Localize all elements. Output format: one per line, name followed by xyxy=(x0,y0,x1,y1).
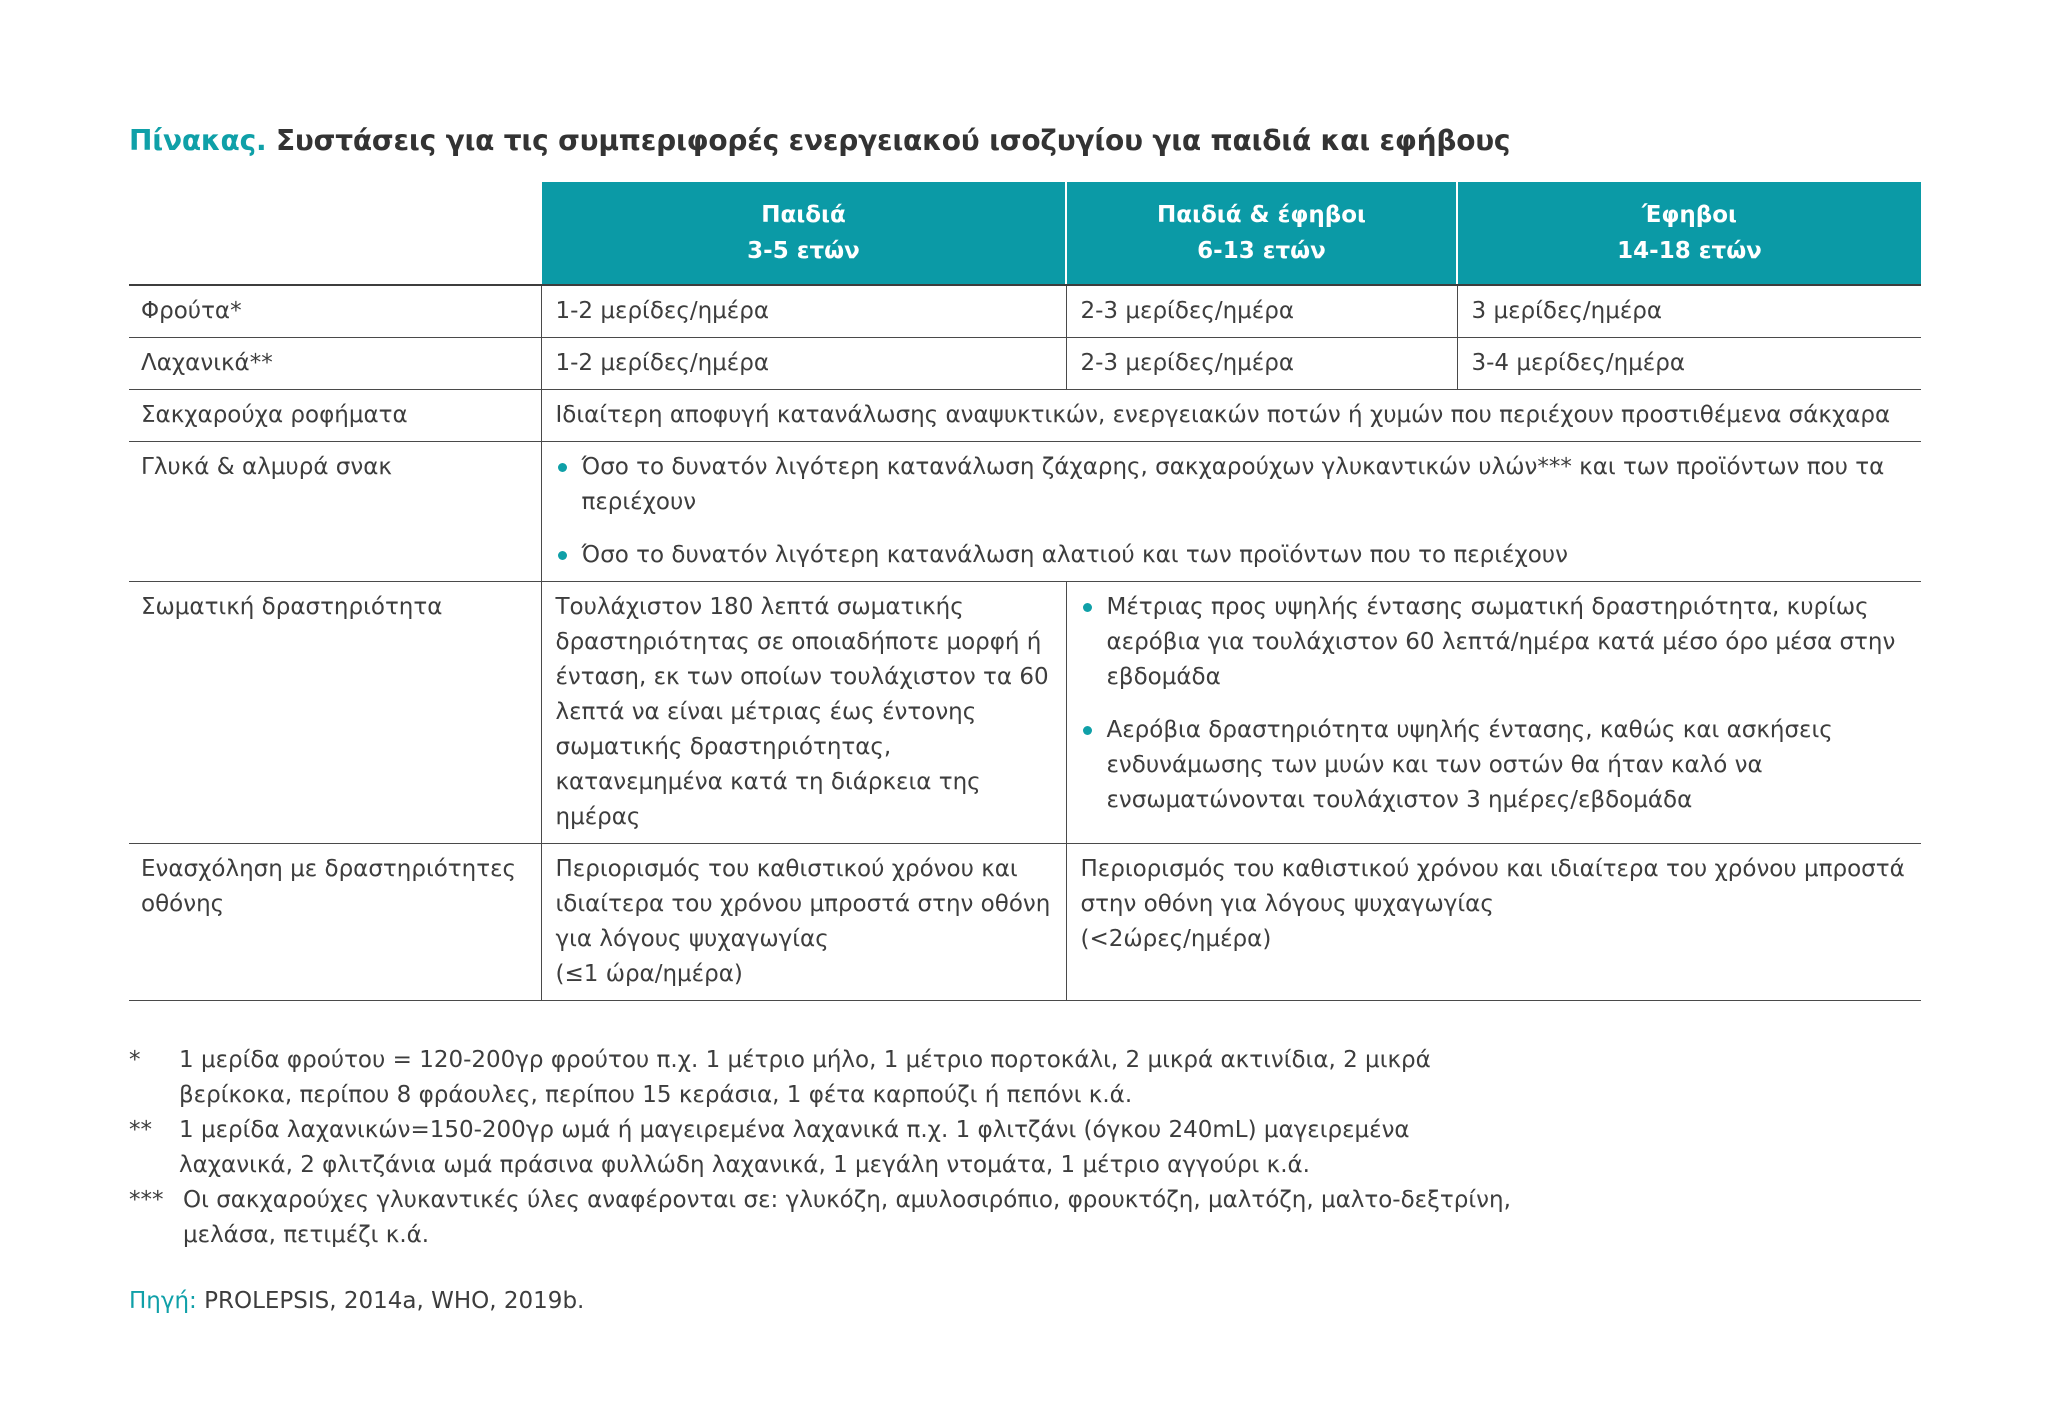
cell-value: 2-3 μερίδες/ημέρα xyxy=(1066,285,1457,338)
list-item xyxy=(556,538,1908,573)
cell-bullet-list xyxy=(1066,582,1921,844)
footnote-mark: * xyxy=(129,1047,141,1073)
cell-text: Περιορισμός του καθιστικού χρόνου και ιδιαίτερα του χρόνου μπροστά στην οθόνη για λόγους ψυχαγωγίας xyxy=(555,856,1051,952)
header-age-range: 3-5 ετών xyxy=(747,238,860,264)
cell-value: 2-3 μερίδες/ημέρα xyxy=(1066,338,1457,390)
header-label: Παιδιά & έφηβοι xyxy=(1156,202,1367,228)
recommendations-table xyxy=(129,182,1921,1001)
header-age-range: 14-18 ετών xyxy=(1617,238,1762,264)
list-item-text: Όσο το δυνατόν λιγότερη κατανάλωση αλατιού και των προϊόντων που το περιέχουν xyxy=(581,542,1568,568)
row-label: Σωματική δραστηριότητα xyxy=(129,582,541,844)
row-label: Ενασχόληση με δραστηριότητες οθόνης xyxy=(129,844,541,1001)
footnote xyxy=(129,1113,1529,1183)
bullet-icon xyxy=(558,463,567,472)
source-prefix: Πηγή: xyxy=(129,1288,197,1314)
list-item xyxy=(556,450,1908,520)
title-prefix: Πίνακας. xyxy=(129,124,267,157)
table-row-fruits xyxy=(129,285,1921,338)
footnote-text: 1 μερίδα λαχανικών=150-200γρ ωμά ή μαγειρεμένα λαχανικά π.χ. 1 φλιτζάνι (όγκου 240mL) μαγειρεμένα λαχανικά, 2 φλιτζάνια ωμά πράσινα φυλλώδη λαχανικά, 1 μεγάλη ντομάτα, 1 μέτριο αγγούρι κ.ά. xyxy=(179,1117,1410,1178)
bullet-icon xyxy=(1083,603,1092,612)
table-row-vegetables xyxy=(129,338,1921,390)
list-item-text: Μέτριας προς υψηλής έντασης σωματική δραστηριότητα, κυρίως αερόβια για τουλάχιστον 60 λεπτά/ημέρα κατά μέσο όρο μέσα στην εβδομάδα xyxy=(1106,594,1896,690)
table-row-physical-activity xyxy=(129,582,1921,844)
footnote-text: Οι σακχαρούχες γλυκαντικές ύλες αναφέρονται σε: γλυκόζη, αμυλοσιρόπιο, φρουκτόζη, μαλτόζη, μαλτο-δεξτρίνη, μελάσα, πετιμέζι κ.ά. xyxy=(183,1187,1511,1248)
cell-value xyxy=(541,844,1066,1001)
cell-bullet-list xyxy=(541,442,1921,582)
row-label: Λαχανικά** xyxy=(129,338,541,390)
header-row xyxy=(129,182,1921,285)
cell-text-limit: (<2ώρες/ημέρα) xyxy=(1080,926,1272,952)
title-text: Συστάσεις για τις συμπεριφορές ενεργειακού ισοζυγίου για παιδιά και εφήβους xyxy=(275,124,1511,157)
bullet-icon xyxy=(1083,726,1092,735)
list-item xyxy=(1081,713,1908,818)
row-label: Σακχαρούχα ροφήματα xyxy=(129,390,541,442)
cell-value: Τουλάχιστον 180 λεπτά σωματικής δραστηριότητας σε οποιαδήποτε μορφή ή ένταση, εκ των οποίων τουλάχιστον τα 60 λεπτά να είναι μέτριας έως έντονης σωματικής δραστηριότητας, κατανεμημένα κατά τη διάρκεια της ημέρας xyxy=(541,582,1066,844)
footnote-text: 1 μερίδα φρούτου = 120-200γρ φρούτου π.χ. 1 μέτριο μήλο, 1 μέτριο πορτοκάλι, 2 μικρά ακτινίδια, 2 μικρά βερίκοκα, περίπου 8 φράουλες, περίπου 15 κεράσια, 1 φέτα καρπούζι ή πεπόνι κ.ά. xyxy=(179,1047,1431,1108)
list-item-text: Όσο το δυνατόν λιγότερη κατανάλωση ζάχαρης, σακχαρούχων γλυκαντικών υλών*** και των προϊόντων που τα περιέχουν xyxy=(581,454,1885,515)
header-teens-14-18 xyxy=(1457,182,1921,285)
table-row-sweets xyxy=(129,442,1921,582)
header-empty-cell xyxy=(129,182,541,285)
table-row-screen-time xyxy=(129,844,1921,1001)
cell-value: 1-2 μερίδες/ημέρα xyxy=(541,285,1066,338)
cell-text: Περιορισμός του καθιστικού χρόνου και ιδιαίτερα του χρόνου μπροστά στην οθόνη για λόγους ψυχαγωγίας xyxy=(1080,856,1905,917)
footnote xyxy=(129,1183,1529,1253)
header-age-range: 6-13 ετών xyxy=(1197,238,1326,264)
source-text: PROLEPSIS, 2014a, WHO, 2019b. xyxy=(204,1288,585,1314)
cell-value: 3-4 μερίδες/ημέρα xyxy=(1457,338,1921,390)
cell-value: 1-2 μερίδες/ημέρα xyxy=(541,338,1066,390)
bullet-icon xyxy=(558,551,567,560)
header-label: Παιδιά xyxy=(761,202,846,228)
cell-value xyxy=(1066,844,1921,1001)
row-label: Φρούτα* xyxy=(129,285,541,338)
footnote xyxy=(129,1043,1529,1113)
table-title xyxy=(129,124,1510,157)
row-label: Γλυκά & αλμυρά σνακ xyxy=(129,442,541,582)
list-item-text: Αερόβια δραστηριότητα υψηλής έντασης, καθώς και ασκήσεις ενδυνάμωσης των μυών και των οστών θα ήταν καλό να ενσωματώνονται τουλάχιστον 3 ημέρες/εβδομάδα xyxy=(1106,717,1833,813)
list-item xyxy=(1081,590,1908,695)
source-citation xyxy=(129,1288,584,1314)
header-label: Έφηβοι xyxy=(1641,202,1738,228)
table-row-sugary-drinks xyxy=(129,390,1921,442)
footnote-mark: *** xyxy=(129,1187,164,1213)
header-children-3-5 xyxy=(541,182,1066,285)
cell-text-limit: (≤1 ώρα/ημέρα) xyxy=(555,961,743,987)
footnote-mark: ** xyxy=(129,1117,152,1143)
header-children-6-13 xyxy=(1066,182,1457,285)
cell-value: 3 μερίδες/ημέρα xyxy=(1457,285,1921,338)
cell-value: Ιδιαίτερη αποφυγή κατανάλωσης αναψυκτικών, ενεργειακών ποτών ή χυμών που περιέχουν προστιθέμενα σάκχαρα xyxy=(541,390,1921,442)
footnotes xyxy=(129,1043,1529,1253)
